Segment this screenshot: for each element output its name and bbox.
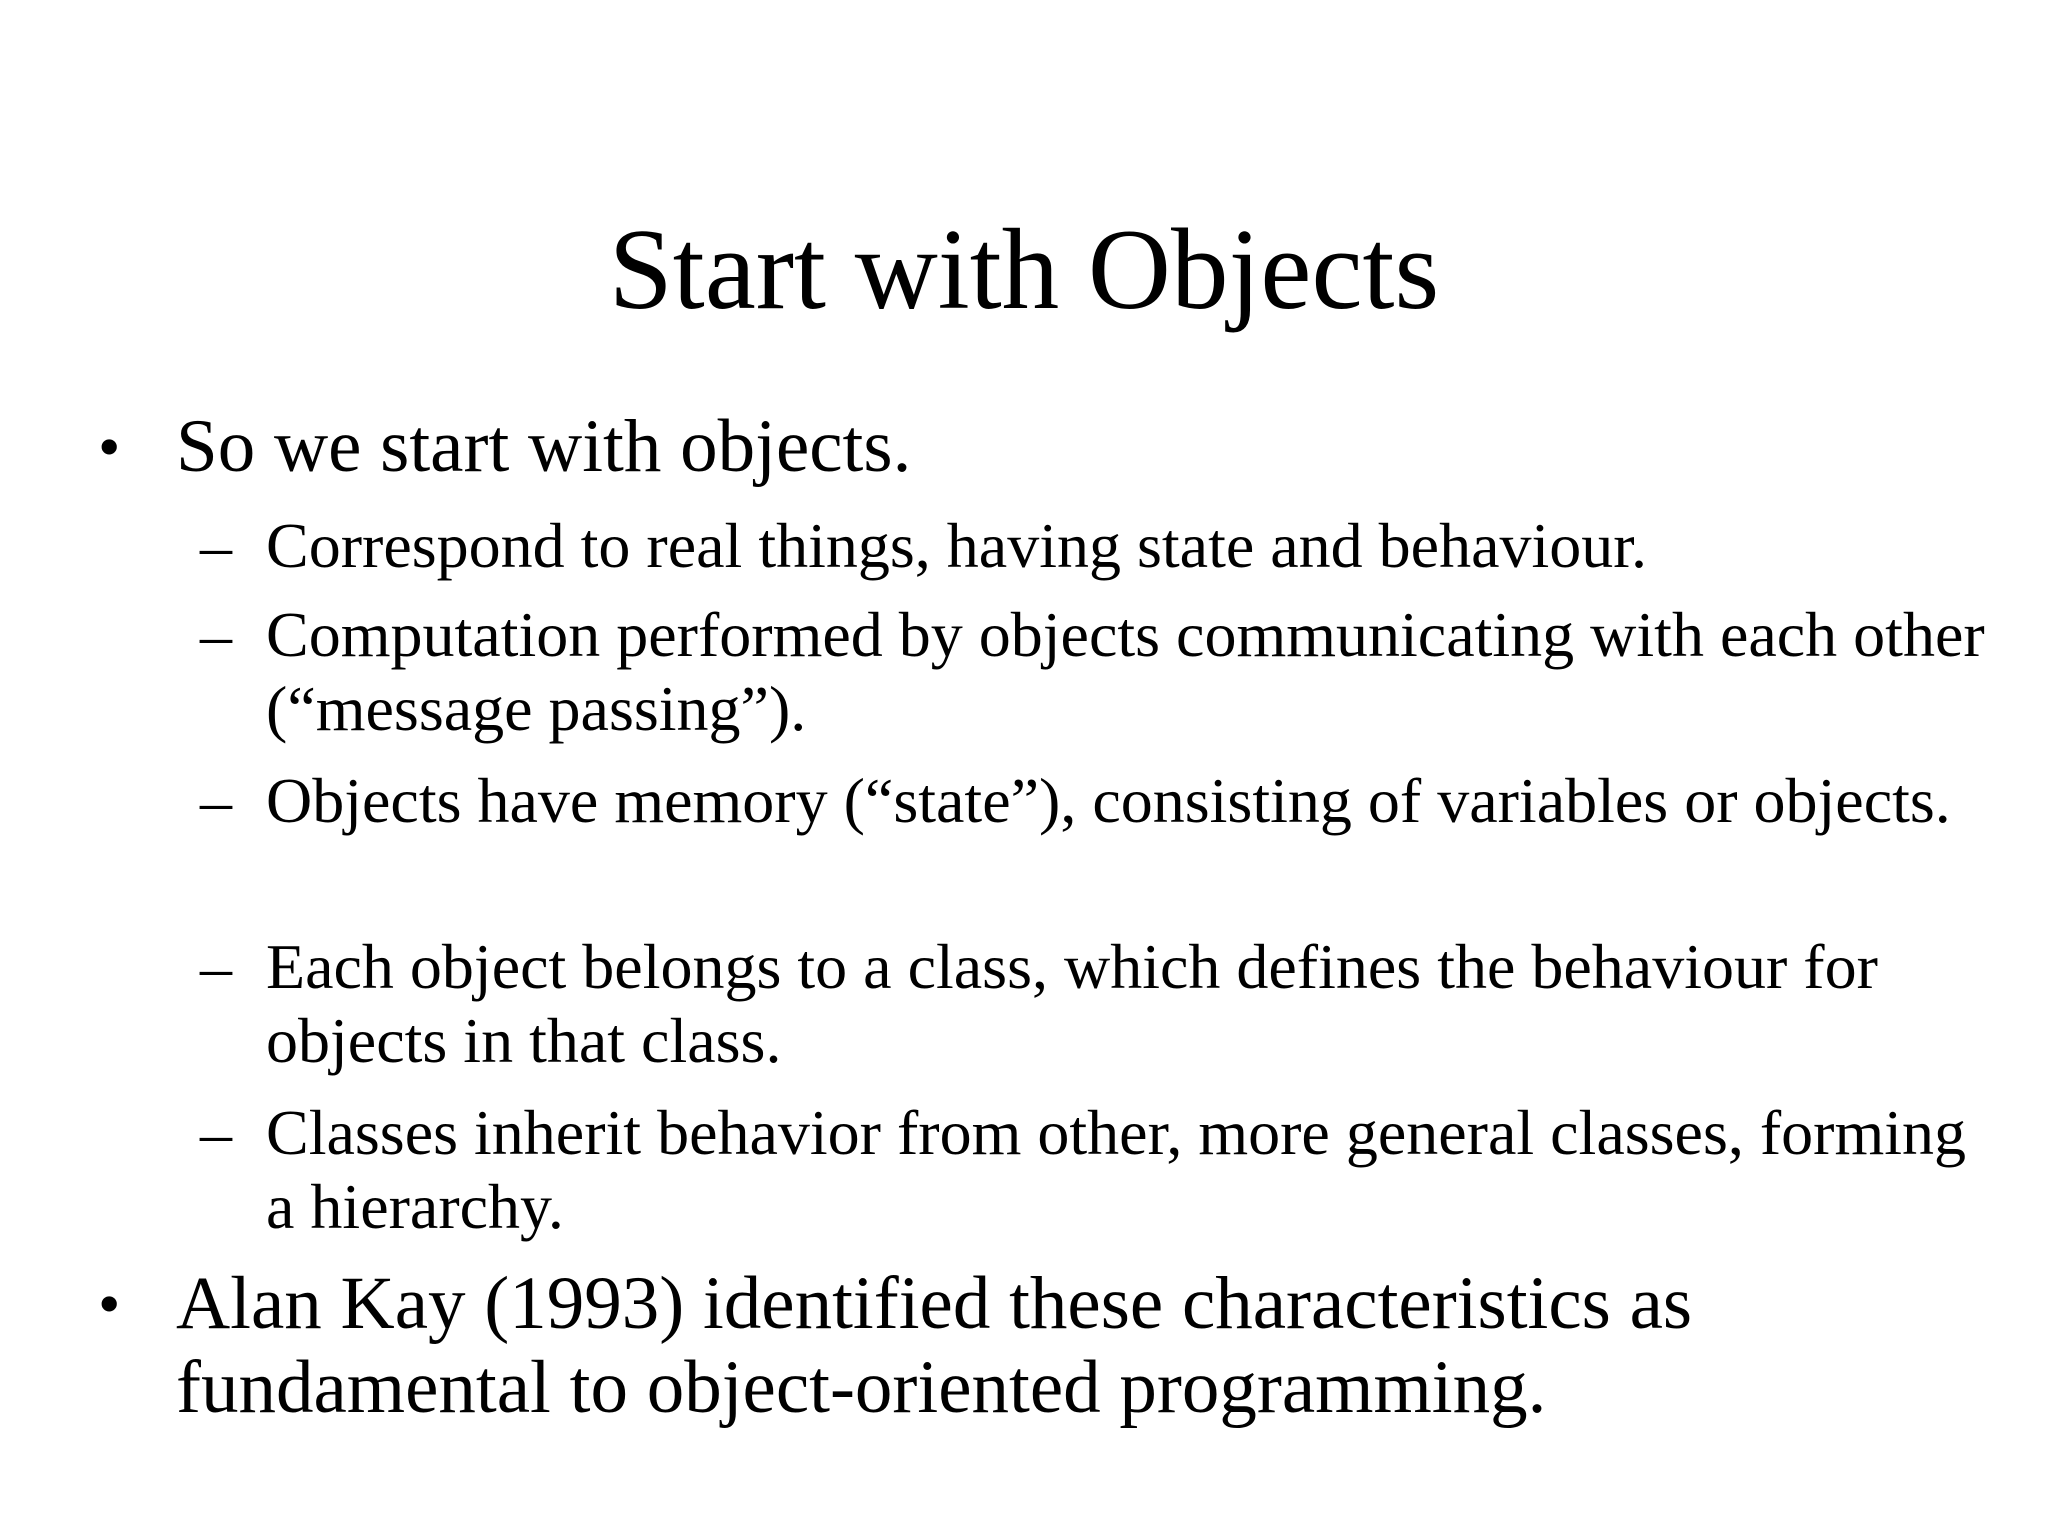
sub-item-text: Objects have memory (“state”), consisting of variables or objects. bbox=[266, 765, 1951, 836]
bullet-item-1 bbox=[98, 405, 1976, 489]
sub-item-4 bbox=[200, 930, 1986, 1078]
dash-marker: – bbox=[200, 510, 232, 581]
sub-item-text: Classes inherit behavior from other, more general classes, forming a hierarchy. bbox=[266, 1097, 1967, 1242]
bullet-item-2 bbox=[98, 1262, 1976, 1430]
sub-item-3 bbox=[200, 764, 1986, 838]
sub-item-text: Each object belongs to a class, which defines the behaviour for objects in that class. bbox=[266, 931, 1878, 1076]
dash-marker: – bbox=[200, 765, 232, 836]
dash-marker: – bbox=[200, 599, 232, 670]
sub-item-5 bbox=[200, 1096, 1986, 1244]
bullet-marker: • bbox=[98, 1268, 121, 1339]
slide-title: Start with Objects bbox=[608, 206, 1440, 333]
bullet-text: So we start with objects. bbox=[176, 405, 912, 488]
bullet-marker: • bbox=[98, 411, 121, 482]
sub-item-text: Correspond to real things, having state and behaviour. bbox=[266, 510, 1648, 581]
dash-marker: – bbox=[200, 931, 232, 1002]
bullet-text: Alan Kay (1993) identified these characteristics as fundamental to object-oriented programming. bbox=[176, 1262, 1693, 1429]
dash-marker: – bbox=[200, 1097, 232, 1168]
sub-item-text: Computation performed by objects communicating with each other (“message passing”). bbox=[266, 599, 1985, 744]
sub-item-1 bbox=[200, 509, 1986, 583]
sub-item-2 bbox=[200, 598, 1986, 746]
